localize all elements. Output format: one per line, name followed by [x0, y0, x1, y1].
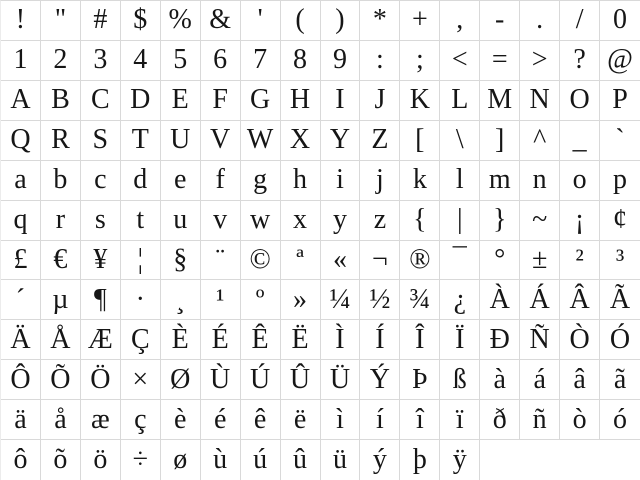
glyph-cell[interactable]: × — [121, 360, 161, 400]
glyph-cell[interactable]: C — [81, 81, 121, 121]
glyph-cell[interactable]: ² — [560, 241, 600, 281]
glyph-cell[interactable]: z — [360, 201, 400, 241]
glyph-cell[interactable]: ' — [241, 1, 281, 41]
glyph-cell[interactable]: M — [480, 81, 520, 121]
glyph-cell[interactable]: F — [201, 81, 241, 121]
glyph-cell[interactable]: ^ — [520, 121, 560, 161]
glyph-cell[interactable]: 7 — [241, 41, 281, 81]
glyph-cell[interactable]: ä — [1, 400, 41, 440]
glyph-cell[interactable]: ù — [201, 440, 241, 480]
glyph-cell[interactable]: x — [281, 201, 321, 241]
glyph-cell[interactable]: r — [41, 201, 81, 241]
glyph-cell[interactable]: ö — [81, 440, 121, 480]
glyph-cell[interactable]: | — [440, 201, 480, 241]
glyph-cell[interactable]: í — [360, 400, 400, 440]
glyph-cell[interactable]: Í — [360, 320, 400, 360]
glyph-cell[interactable]: : — [360, 41, 400, 81]
glyph-cell[interactable]: V — [201, 121, 241, 161]
glyph-cell[interactable]: Â — [560, 280, 600, 320]
glyph-cell[interactable]: ç — [121, 400, 161, 440]
glyph-cell[interactable]: º — [241, 280, 281, 320]
glyph-cell[interactable]: L — [440, 81, 480, 121]
glyph-cell[interactable]: Ä — [1, 320, 41, 360]
glyph-cell[interactable]: D — [121, 81, 161, 121]
glyph-cell[interactable]: U — [161, 121, 201, 161]
glyph-cell[interactable]: 2 — [41, 41, 81, 81]
glyph-cell[interactable]: ¿ — [440, 280, 480, 320]
glyph-cell[interactable]: A — [1, 81, 41, 121]
glyph-cell[interactable]: m — [480, 161, 520, 201]
glyph-cell[interactable]: p — [600, 161, 640, 201]
glyph-cell[interactable]: Û — [281, 360, 321, 400]
glyph-cell[interactable]: B — [41, 81, 81, 121]
glyph-cell[interactable]: n — [520, 161, 560, 201]
glyph-cell[interactable]: ó — [600, 400, 640, 440]
glyph-cell[interactable]: ò — [560, 400, 600, 440]
glyph-cell[interactable]: ¹ — [201, 280, 241, 320]
glyph-cell[interactable]: k — [400, 161, 440, 201]
glyph-cell[interactable]: ~ — [520, 201, 560, 241]
glyph-cell[interactable]: µ — [41, 280, 81, 320]
glyph-cell[interactable]: » — [281, 280, 321, 320]
glyph-cell[interactable]: $ — [121, 1, 161, 41]
glyph-cell[interactable]: Ô — [1, 360, 41, 400]
glyph-cell[interactable]: ] — [480, 121, 520, 161]
glyph-cell[interactable]: ô — [1, 440, 41, 480]
glyph-cell[interactable]: ) — [321, 1, 361, 41]
glyph-cell[interactable]: ¶ — [81, 280, 121, 320]
glyph-cell[interactable]: I — [321, 81, 361, 121]
glyph-cell[interactable]: ì — [321, 400, 361, 440]
glyph-cell[interactable]: 1 — [1, 41, 41, 81]
glyph-cell[interactable]: Ñ — [520, 320, 560, 360]
glyph-cell[interactable]: þ — [400, 440, 440, 480]
glyph-cell[interactable]: Q — [1, 121, 41, 161]
glyph-cell[interactable]: ¨ — [201, 241, 241, 281]
glyph-cell[interactable]: · — [121, 280, 161, 320]
glyph-cell[interactable]: , — [440, 1, 480, 41]
glyph-cell[interactable]: 4 — [121, 41, 161, 81]
glyph-cell[interactable]: ê — [241, 400, 281, 440]
glyph-cell[interactable]: ÿ — [440, 440, 480, 480]
glyph-cell[interactable]: 9 — [321, 41, 361, 81]
glyph-cell[interactable]: Ë — [281, 320, 321, 360]
glyph-cell[interactable]: > — [520, 41, 560, 81]
glyph-cell[interactable]: ã — [600, 360, 640, 400]
glyph-cell[interactable]: } — [480, 201, 520, 241]
glyph-cell[interactable]: h — [281, 161, 321, 201]
glyph-cell[interactable]: P — [600, 81, 640, 121]
glyph-cell[interactable]: d — [121, 161, 161, 201]
glyph-cell[interactable]: É — [201, 320, 241, 360]
glyph-cell[interactable]: Á — [520, 280, 560, 320]
glyph-cell[interactable]: Ú — [241, 360, 281, 400]
glyph-cell[interactable]: ` — [600, 121, 640, 161]
glyph-cell[interactable]: s — [81, 201, 121, 241]
glyph-cell[interactable]: ¥ — [81, 241, 121, 281]
glyph-cell[interactable]: b — [41, 161, 81, 201]
glyph-cell[interactable]: _ — [560, 121, 600, 161]
glyph-cell[interactable]: ü — [321, 440, 361, 480]
glyph-cell[interactable]: * — [360, 1, 400, 41]
glyph-cell[interactable]: ½ — [360, 280, 400, 320]
glyph-cell[interactable]: ; — [400, 41, 440, 81]
glyph-cell[interactable]: ¦ — [121, 241, 161, 281]
glyph-cell[interactable]: 3 — [81, 41, 121, 81]
glyph-cell[interactable]: Y — [321, 121, 361, 161]
glyph-cell[interactable]: Ý — [360, 360, 400, 400]
glyph-cell[interactable]: o — [560, 161, 600, 201]
glyph-cell[interactable]: % — [161, 1, 201, 41]
glyph-cell[interactable]: w — [241, 201, 281, 241]
glyph-cell[interactable]: N — [520, 81, 560, 121]
glyph-cell[interactable]: " — [41, 1, 81, 41]
glyph-cell[interactable]: f — [201, 161, 241, 201]
glyph-cell[interactable]: ß — [440, 360, 480, 400]
glyph-cell[interactable]: Ê — [241, 320, 281, 360]
glyph-cell[interactable]: â — [560, 360, 600, 400]
glyph-cell[interactable]: Z — [360, 121, 400, 161]
glyph-cell[interactable]: X — [281, 121, 321, 161]
glyph-cell[interactable]: á — [520, 360, 560, 400]
glyph-cell[interactable]: < — [440, 41, 480, 81]
glyph-cell[interactable]: ë — [281, 400, 321, 440]
glyph-cell[interactable]: \ — [440, 121, 480, 161]
glyph-cell[interactable]: u — [161, 201, 201, 241]
glyph-cell[interactable]: ý — [360, 440, 400, 480]
glyph-cell[interactable]: Î — [400, 320, 440, 360]
glyph-cell[interactable]: © — [241, 241, 281, 281]
glyph-cell[interactable]: O — [560, 81, 600, 121]
glyph-cell[interactable]: H — [281, 81, 321, 121]
glyph-cell[interactable]: ¾ — [400, 280, 440, 320]
glyph-cell[interactable]: 6 — [201, 41, 241, 81]
glyph-cell[interactable]: y — [321, 201, 361, 241]
glyph-cell[interactable]: q — [1, 201, 41, 241]
glyph-cell[interactable]: Ü — [321, 360, 361, 400]
glyph-cell[interactable]: ¬ — [360, 241, 400, 281]
glyph-cell[interactable]: e — [161, 161, 201, 201]
glyph-cell[interactable]: # — [81, 1, 121, 41]
glyph-cell[interactable]: 8 — [281, 41, 321, 81]
glyph-cell[interactable]: æ — [81, 400, 121, 440]
glyph-cell[interactable]: õ — [41, 440, 81, 480]
glyph-cell[interactable]: ( — [281, 1, 321, 41]
glyph-cell[interactable]: i — [321, 161, 361, 201]
glyph-cell[interactable]: î — [400, 400, 440, 440]
glyph-cell[interactable]: £ — [1, 241, 41, 281]
glyph-cell[interactable]: [ — [400, 121, 440, 161]
glyph-cell[interactable]: é — [201, 400, 241, 440]
glyph-cell[interactable]: ï — [440, 400, 480, 440]
glyph-cell[interactable]: Ó — [600, 320, 640, 360]
glyph-cell[interactable]: Õ — [41, 360, 81, 400]
glyph-cell[interactable]: Ò — [560, 320, 600, 360]
glyph-cell[interactable]: K — [400, 81, 440, 121]
glyph-cell[interactable]: { — [400, 201, 440, 241]
glyph-cell[interactable]: 5 — [161, 41, 201, 81]
glyph-cell[interactable]: v — [201, 201, 241, 241]
glyph-cell[interactable]: Æ — [81, 320, 121, 360]
glyph-cell[interactable]: ø — [161, 440, 201, 480]
glyph-cell[interactable]: ! — [1, 1, 41, 41]
glyph-cell[interactable]: ± — [520, 241, 560, 281]
glyph-cell[interactable]: Å — [41, 320, 81, 360]
glyph-cell[interactable]: ð — [480, 400, 520, 440]
glyph-cell[interactable]: € — [41, 241, 81, 281]
glyph-cell[interactable]: È — [161, 320, 201, 360]
glyph-cell[interactable]: ? — [560, 41, 600, 81]
glyph-cell[interactable]: & — [201, 1, 241, 41]
glyph-cell[interactable]: 0 — [600, 1, 640, 41]
glyph-cell[interactable]: Ù — [201, 360, 241, 400]
glyph-cell[interactable]: ® — [400, 241, 440, 281]
glyph-cell[interactable]: ´ — [1, 280, 41, 320]
glyph-cell[interactable]: « — [321, 241, 361, 281]
glyph-cell[interactable]: ¯ — [440, 241, 480, 281]
glyph-cell[interactable]: Ç — [121, 320, 161, 360]
glyph-cell[interactable]: Ì — [321, 320, 361, 360]
glyph-cell[interactable]: R — [41, 121, 81, 161]
glyph-cell[interactable]: l — [440, 161, 480, 201]
glyph-cell[interactable]: ª — [281, 241, 321, 281]
glyph-cell[interactable]: T — [121, 121, 161, 161]
glyph-cell[interactable]: ¼ — [321, 280, 361, 320]
glyph-cell[interactable]: ñ — [520, 400, 560, 440]
glyph-cell[interactable]: + — [400, 1, 440, 41]
glyph-cell[interactable]: ³ — [600, 241, 640, 281]
glyph-cell[interactable]: Ï — [440, 320, 480, 360]
glyph-cell[interactable]: @ — [600, 41, 640, 81]
glyph-cell[interactable]: å — [41, 400, 81, 440]
glyph-cell[interactable]: § — [161, 241, 201, 281]
glyph-cell[interactable]: j — [360, 161, 400, 201]
glyph-cell[interactable]: Ö — [81, 360, 121, 400]
glyph-cell[interactable]: ÷ — [121, 440, 161, 480]
glyph-cell[interactable]: à — [480, 360, 520, 400]
glyph-cell[interactable]: Ð — [480, 320, 520, 360]
glyph-cell[interactable]: t — [121, 201, 161, 241]
glyph-cell[interactable]: û — [281, 440, 321, 480]
glyph-cell[interactable]: W — [241, 121, 281, 161]
glyph-cell[interactable]: G — [241, 81, 281, 121]
glyph-cell[interactable]: ¡ — [560, 201, 600, 241]
glyph-cell[interactable]: Ø — [161, 360, 201, 400]
glyph-cell[interactable]: Þ — [400, 360, 440, 400]
glyph-cell[interactable]: E — [161, 81, 201, 121]
glyph-cell[interactable]: = — [480, 41, 520, 81]
empty-cells — [480, 440, 640, 480]
glyph-cell[interactable]: c — [81, 161, 121, 201]
glyph-cell[interactable]: - — [480, 1, 520, 41]
glyph-cell[interactable]: / — [560, 1, 600, 41]
glyph-cell[interactable]: À — [480, 280, 520, 320]
glyph-cell[interactable]: ° — [480, 241, 520, 281]
glyph-cell[interactable]: ú — [241, 440, 281, 480]
glyph-cell[interactable]: g — [241, 161, 281, 201]
glyph-cell[interactable]: è — [161, 400, 201, 440]
glyph-cell[interactable]: ¢ — [600, 201, 640, 241]
glyph-cell[interactable]: Ã — [600, 280, 640, 320]
glyph-cell[interactable]: J — [360, 81, 400, 121]
glyph-cell[interactable]: . — [520, 1, 560, 41]
glyph-cell[interactable]: a — [1, 161, 41, 201]
glyph-cell[interactable]: ¸ — [161, 280, 201, 320]
glyph-cell[interactable]: S — [81, 121, 121, 161]
